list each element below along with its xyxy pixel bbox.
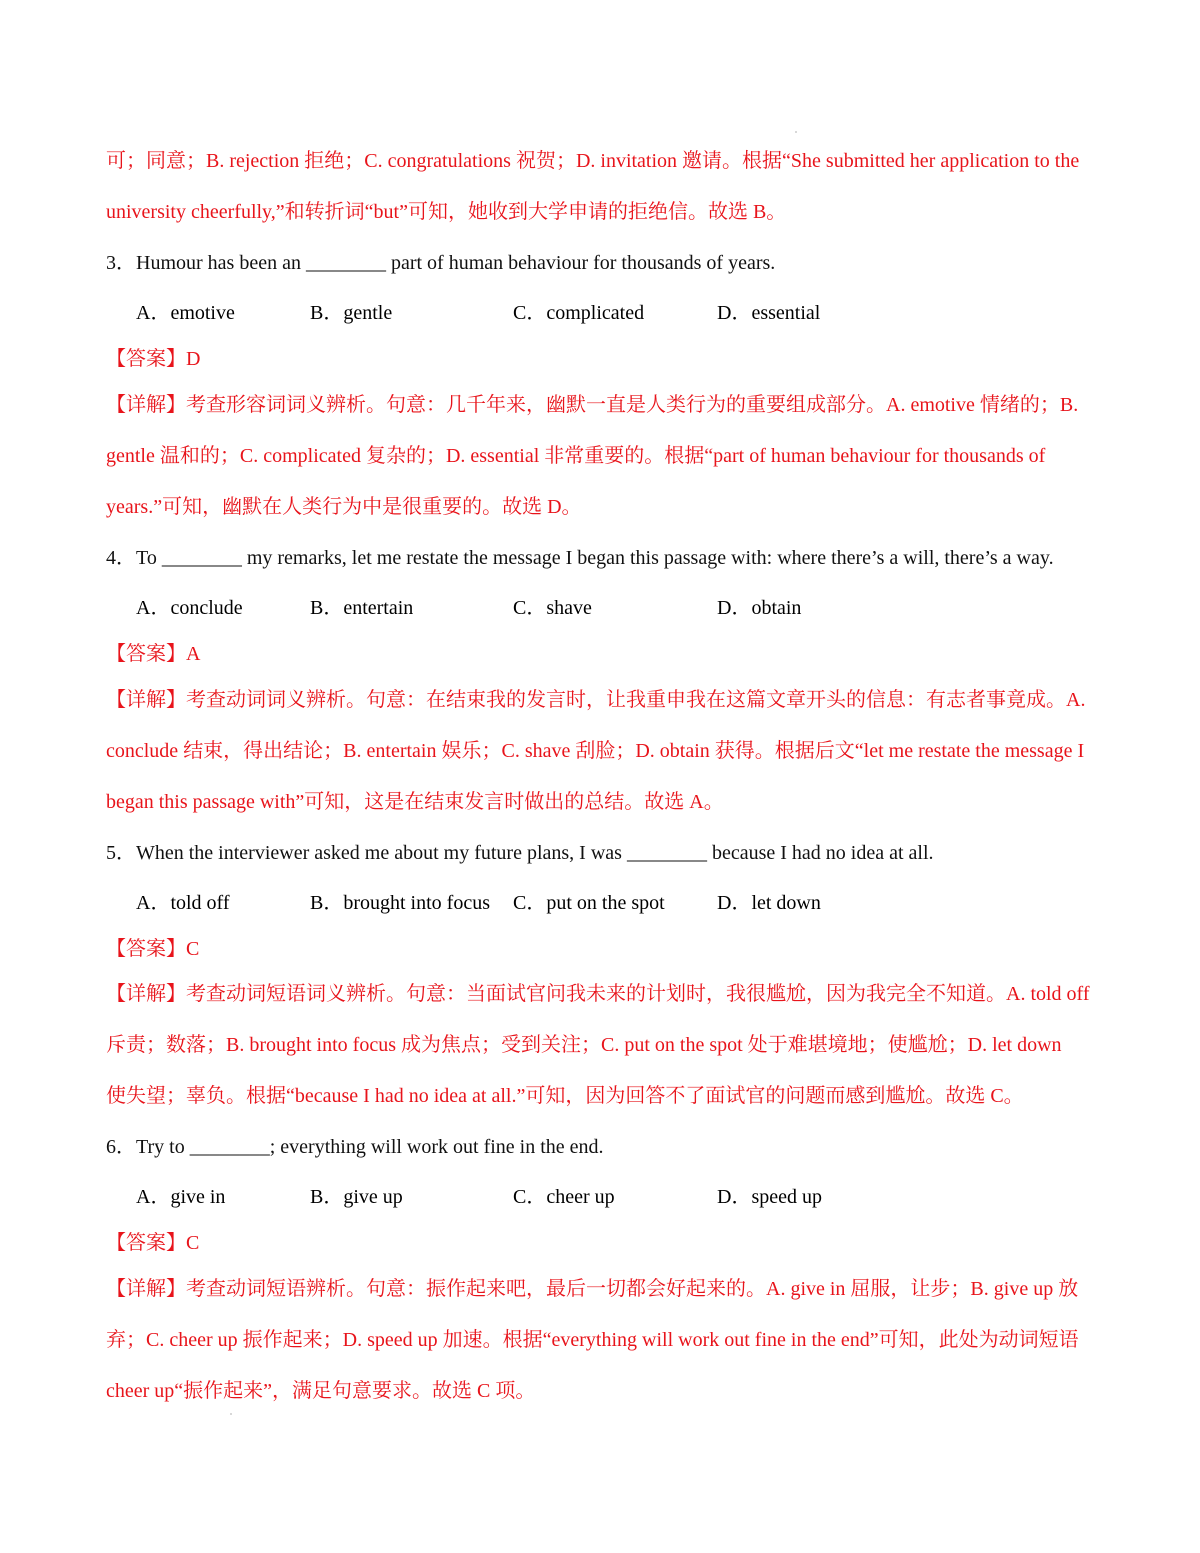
explanation-line: 弃；C. cheer up 振作起来；D. speed up 加速。根据“everything will work out fine in the end”可知，此处为动词短语 (106, 1329, 1079, 1351)
option-d: D．let down (717, 892, 821, 914)
explanation-line: gentle 温和的；C. complicated 复杂的；D. essential 非常重要的。根据“part of human behaviour for thousands of (106, 445, 1046, 467)
option-c: C．cheer up (513, 1186, 615, 1208)
option-d: D．essential (717, 302, 821, 324)
option-d: D．speed up (717, 1186, 822, 1208)
option-a: A．emotive (136, 302, 235, 324)
explanation-continued-line: 可；同意；B. rejection 拒绝；C. congratulations 祝贺；D. invitation 邀请。根据“She submitted her application to the (106, 150, 1080, 172)
explanation-continued-line: university cheerfully,”和转折词“but”可知，她收到大学申请的拒绝信。故选 B。 (106, 201, 787, 223)
option-b: B．brought into focus (310, 892, 490, 914)
option-a: A．give in (136, 1186, 226, 1208)
answer-label: 【答案】D (106, 348, 201, 370)
answer-label: 【答案】C (106, 1232, 200, 1254)
explanation-line: 【详解】考查动词短语辨析。句意：振作起来吧，最后一切都会好起来的。A. give in 屈服，让步；B. give up 放 (106, 1278, 1079, 1300)
explanation-line: 斥责；数落；B. brought into focus 成为焦点；受到关注；C. put on the spot 处于难堪境地；使尴尬；D. let down (106, 1034, 1062, 1056)
explanation-line: conclude 结束，得出结论；B. entertain 娱乐；C. shave 刮脸；D. obtain 获得。根据后文“let me restate the message I (106, 740, 1085, 762)
option-b: B．entertain (310, 597, 414, 619)
option-c: C．shave (513, 597, 592, 619)
explanation-line: years.”可知，幽默在人类行为中是很重要的。故选 D。 (106, 496, 582, 518)
question-stem: 3．Humour has been an ________ part of human behaviour for thousands of years. (106, 252, 776, 274)
question-stem: 6．Try to ________; everything will work out fine in the end. (106, 1136, 604, 1158)
explanation-line: 使失望；辜负。根据“because I had no idea at all.”可知，因为回答不了面试官的问题而感到尴尬。故选 C。 (106, 1085, 1024, 1107)
explanation-line: cheer up“振作起来”，满足句意要求。故选 C 项。 (106, 1380, 536, 1402)
option-a: A．told off (136, 892, 230, 914)
option-c: C．complicated (513, 302, 645, 324)
option-b: B．gentle (310, 302, 393, 324)
explanation-line: began this passage with”可知，这是在结束发言时做出的总结。故选 A。 (106, 791, 724, 813)
option-c: C．put on the spot (513, 892, 665, 914)
explanation-line: 【详解】考查动词短语词义辨析。句意：当面试官问我未来的计划时，我很尴尬，因为我完全不知道。A. told off (106, 983, 1090, 1005)
explanation-line: 【详解】考查形容词词义辨析。句意：几千年来，幽默一直是人类行为的重要组成部分。A. emotive 情绪的；B. (106, 394, 1079, 416)
answer-label: 【答案】A (106, 643, 201, 665)
question-stem: 5．When the interviewer asked me about my future plans, I was ________ because I had no idea at all. (106, 842, 934, 864)
option-b: B．give up (310, 1186, 403, 1208)
scan-speck (795, 131, 797, 133)
option-a: A．conclude (136, 597, 243, 619)
question-stem: 4．To ________ my remarks, let me restate the message I began this passage with: where there’s a will, there’s a way. (106, 547, 1054, 569)
answer-label: 【答案】C (106, 938, 200, 960)
option-d: D．obtain (717, 597, 802, 619)
explanation-line: 【详解】考查动词词义辨析。句意：在结束我的发言时，让我重申我在这篇文章开头的信息：有志者事竟成。A. (106, 689, 1086, 711)
scan-speck (230, 1413, 232, 1415)
